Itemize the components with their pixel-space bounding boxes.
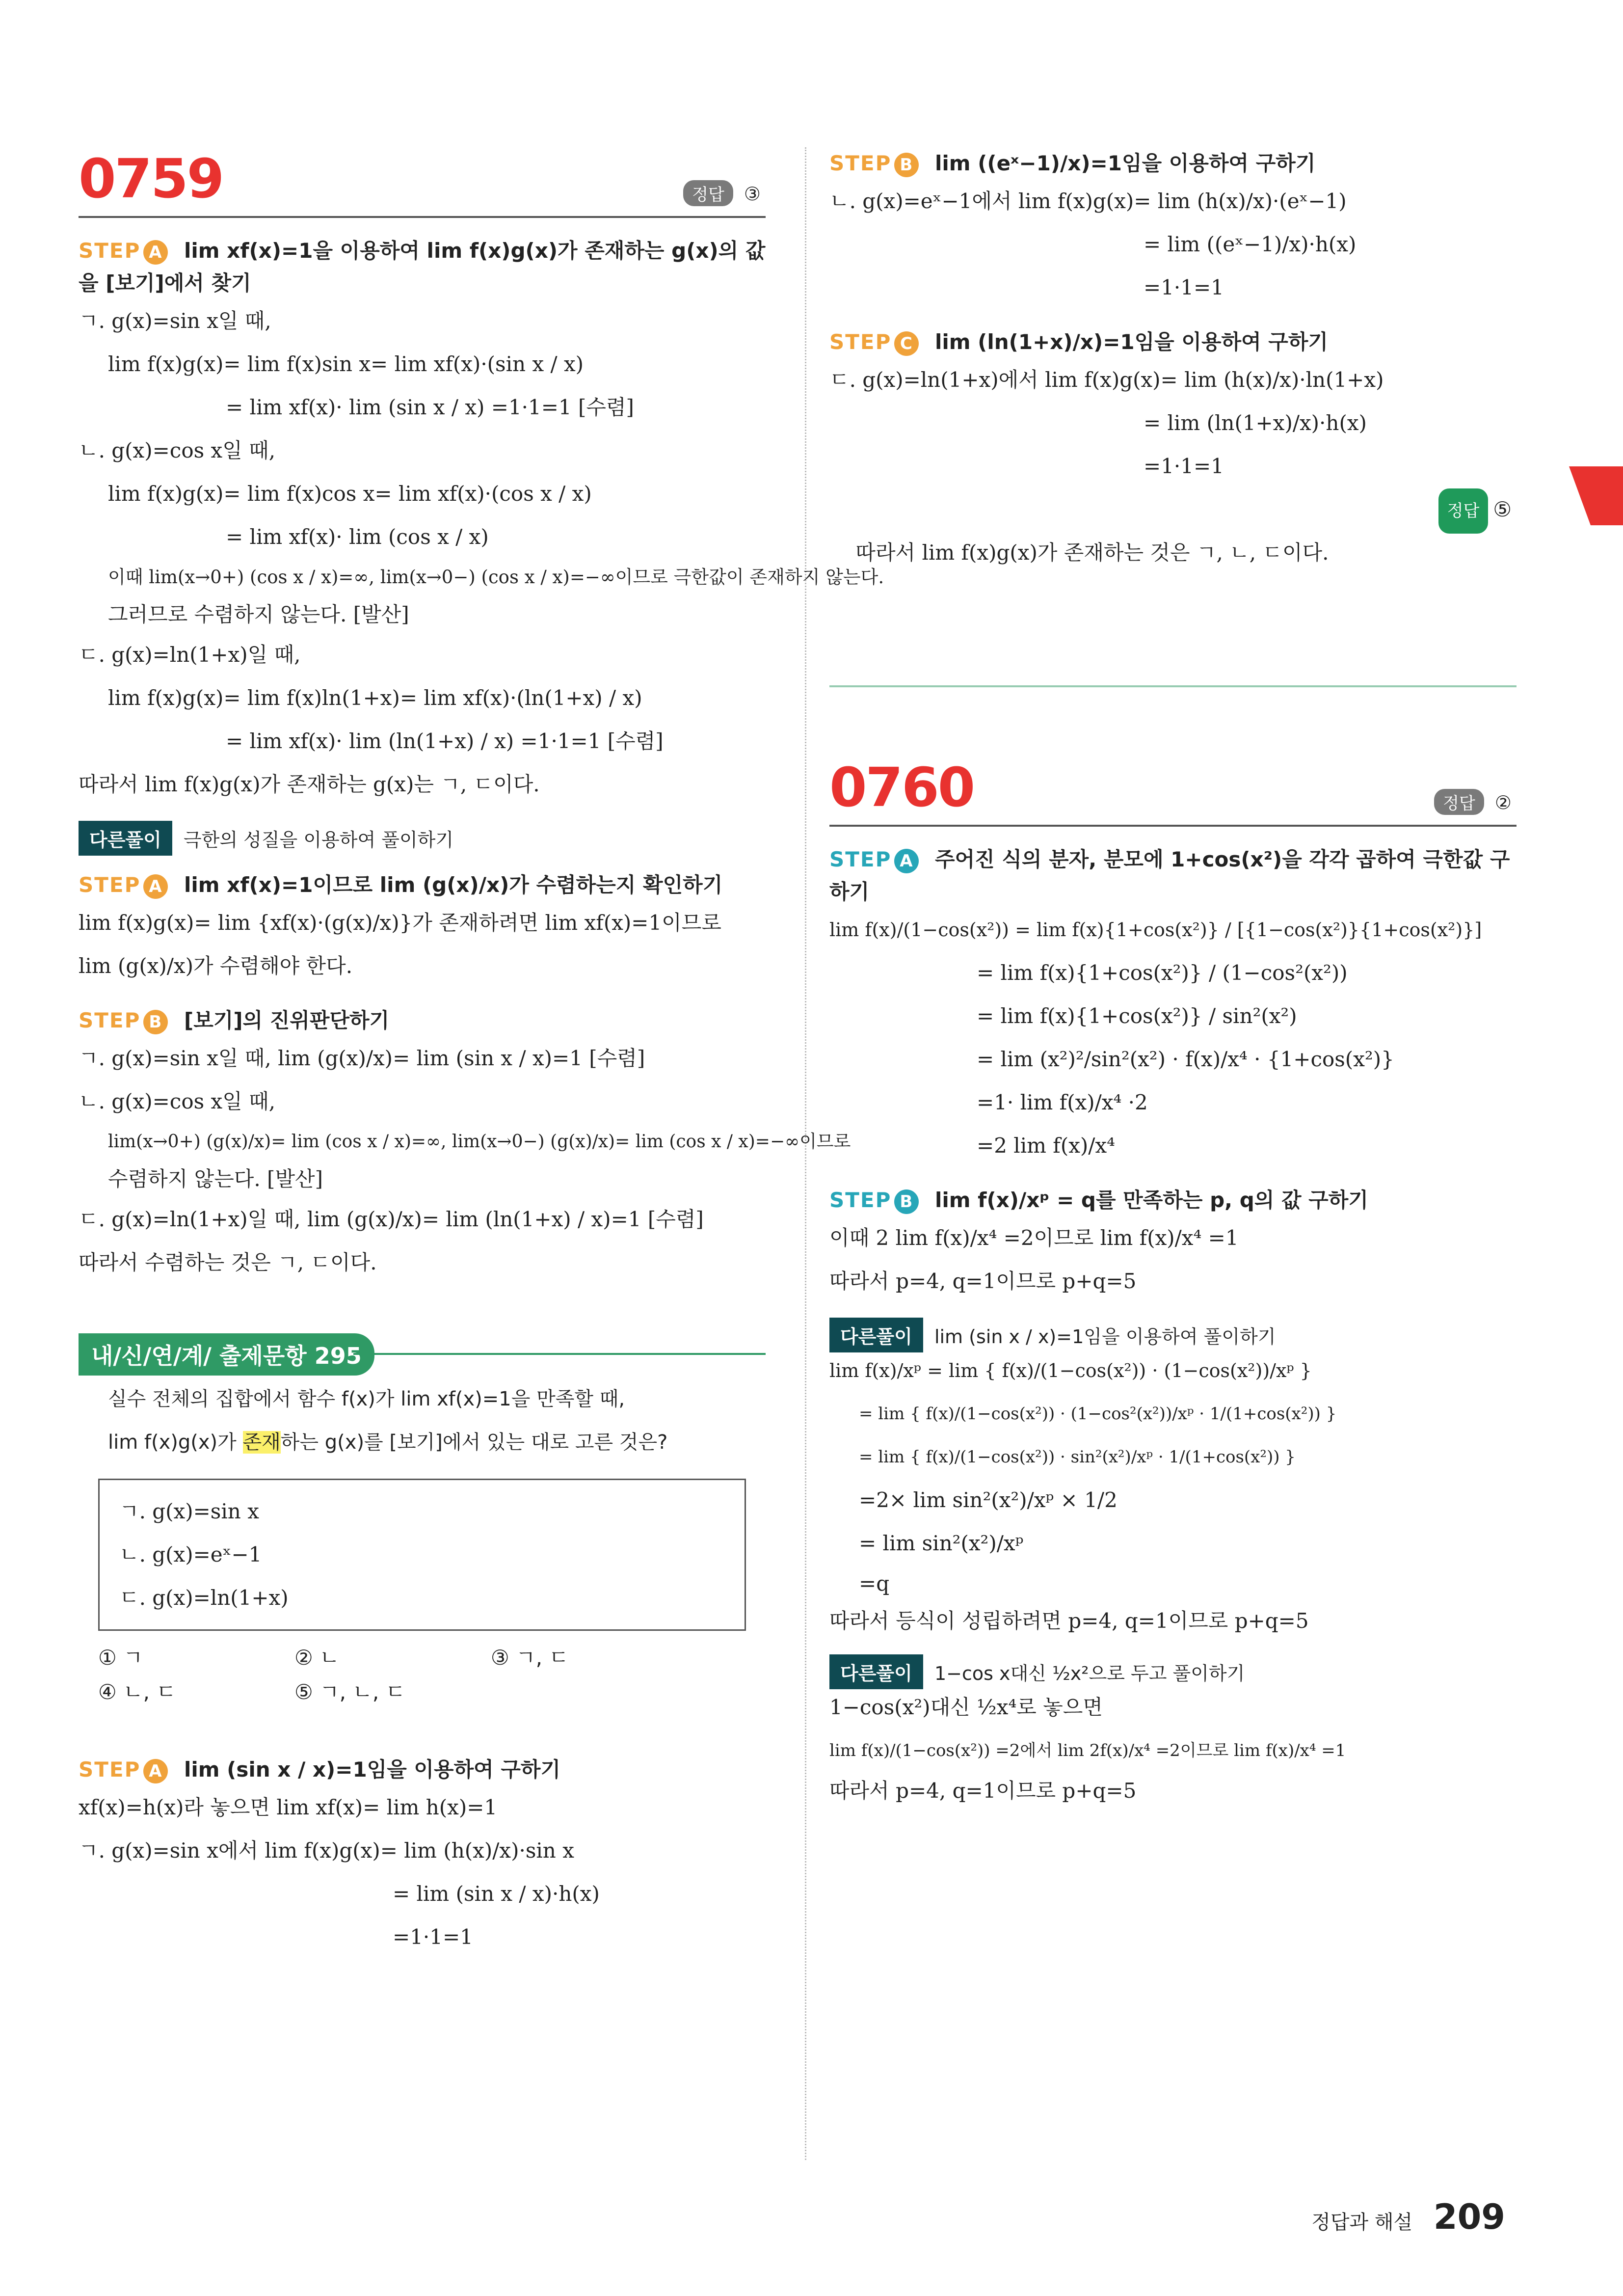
- naesin-title: 내/신/연/계/ 출제문항 295: [79, 1333, 374, 1376]
- page-number: 209: [1433, 2197, 1505, 2237]
- solution-line: lim (g(x)/x)가 수렴해야 한다.: [79, 954, 353, 978]
- solution-line: xf(x)=h(x)라 놓으면 lim xf(x)= lim h(x)=1: [79, 1795, 498, 1819]
- problem-header-0760: [829, 756, 1517, 827]
- step-label: STEP A: [79, 1757, 168, 1782]
- solution-line: = lim (ln(1+x)/x)·h(x): [1144, 411, 1367, 435]
- solution-line: =1·1=1: [1144, 275, 1224, 299]
- step-letter: A: [143, 240, 168, 265]
- step-letter: A: [143, 1759, 168, 1783]
- solution-line: =2 lim f(x)/x⁴: [977, 1134, 1115, 1158]
- step-c-heading: [829, 326, 1517, 358]
- alt-title: 1−cos x대신 ½x²으로 두고 풀이하기: [934, 1663, 1245, 1684]
- problem-number: 0760: [829, 756, 974, 819]
- problem-header-0759: [79, 147, 766, 218]
- answer-choices: [79, 1641, 766, 1709]
- step-title: [보기]의 진위판단하기: [184, 1008, 390, 1032]
- solution-line: 따라서 수렴하는 것은 ㄱ, ㄷ이다.: [79, 1250, 377, 1274]
- step-title: 주어진 식의 분자, 분모에 1+cos(x²)을 각각 곱하여 극한값 구하기: [829, 847, 1510, 904]
- solution-line: lim f(x)g(x)= lim f(x)ln(1+x)= lim xf(x)·(ln(1+x) / x): [108, 686, 642, 710]
- step-letter: C: [894, 331, 919, 356]
- solution-line: lim f(x)/(1−cos(x²)) =2에서 lim 2f(x)/x⁴ =2이므로 lim f(x)/x⁴ =1: [829, 1741, 1346, 1760]
- answer-label: 정답: [1438, 488, 1489, 534]
- naesin-step-a-heading: [79, 1754, 766, 1786]
- step-letter: B: [143, 1010, 168, 1034]
- alt-step-b-heading: [79, 1004, 766, 1037]
- solution-line: = lim xf(x)· lim (sin x / x) =1·1=1 [수렴]: [226, 395, 634, 419]
- solution-line: = lim xf(x)· lim (cos x / x): [226, 525, 489, 549]
- solution-line: 그러므로 수렴하지 않는다. [발산]: [108, 602, 409, 626]
- step-letter: B: [894, 1189, 919, 1214]
- solution-line: lim f(x)g(x)= lim {xf(x)·(g(x)/x)}가 존재하려면 lim xf(x)=1이므로: [79, 911, 721, 935]
- conclusion-line: [829, 488, 1517, 661]
- footer-section: 정답과 해설: [1311, 2211, 1413, 2234]
- solution-line: 이때 2 lim f(x)/x⁴ =2이므로 lim f(x)/x⁴ =1: [829, 1226, 1239, 1250]
- naesin-banner: [79, 1333, 766, 1378]
- solution-line: =1·1=1: [393, 1925, 473, 1949]
- solution-line: 따라서 p=4, q=1이므로 p+q=5: [829, 1779, 1137, 1803]
- choice: ⑤ ㄱ, ㄴ, ㄷ: [294, 1680, 406, 1704]
- alt-tag: 다른풀이: [829, 1318, 923, 1352]
- choice: ② ㄴ: [294, 1646, 340, 1670]
- step-text: STEP: [79, 239, 141, 263]
- bogi-item: ㄱ. g(x)=sin x: [119, 1499, 259, 1523]
- solution-line: 이때 lim(x→0+) (cos x / x)=∞, lim(x→0−) (cos x / x)=−∞이므로 극한값이 존재하지 않는다.: [108, 567, 884, 588]
- choice: ④ ㄴ, ㄷ: [98, 1680, 176, 1704]
- solution-line: = lim (sin x / x)·h(x): [393, 1882, 600, 1906]
- solution-line: = lim ((eˣ−1)/x)·h(x): [1144, 232, 1357, 256]
- step-label: STEP B: [829, 1188, 919, 1212]
- solution-line: 따라서 등식이 성립하려면 p=4, q=1이므로 p+q=5: [829, 1609, 1309, 1633]
- section-separator: [829, 685, 1517, 687]
- bogi-item: ㄴ. g(x)=eˣ−1: [119, 1542, 262, 1567]
- answer-label: 정답: [1434, 789, 1484, 815]
- bogi-item: ㄷ. g(x)=ln(1+x): [119, 1586, 289, 1610]
- conclusion-text: 따라서 lim f(x)g(x)가 존재하는 것은 ㄱ, ㄴ, ㄷ이다.: [855, 540, 1329, 565]
- step-letter: A: [143, 874, 168, 899]
- step-title: lim ((eˣ−1)/x)=1임을 이용하여 구하기: [935, 151, 1316, 175]
- solution-line: = lim xf(x)· lim (ln(1+x) / x) =1·1=1 [수렴]: [226, 729, 664, 753]
- alt-solution-banner-2: [829, 1654, 1517, 1686]
- step-title: lim f(x)/xᵖ = q를 만족하는 p, q의 값 구하기: [935, 1188, 1368, 1212]
- solution-line: = lim f(x){1+cos(x²)} / (1−cos²(x²)): [977, 961, 1348, 985]
- step-label: STEP B: [79, 1008, 168, 1032]
- solution-line: = lim sin²(x²)/xᵖ: [859, 1531, 1024, 1555]
- column-divider: [805, 147, 806, 2160]
- step-a-heading: [79, 235, 766, 299]
- step-label: STEP A: [829, 847, 919, 871]
- step-title: lim xf(x)=1이므로 lim (g(x)/x)가 수렴하는지 확인하기: [184, 873, 723, 897]
- alt-tag: 다른풀이: [829, 1654, 923, 1689]
- solution-line: =2× lim sin²(x²)/xᵖ × 1/2: [859, 1488, 1117, 1512]
- step-title: lim (ln(1+x)/x)=1임을 이용하여 구하기: [935, 330, 1329, 354]
- solution-line: 따라서 lim f(x)g(x)가 존재하는 g(x)는 ㄱ, ㄷ이다.: [79, 772, 540, 796]
- choice: ① ㄱ: [98, 1646, 143, 1670]
- step-title: lim (sin x / x)=1임을 이용하여 구하기: [184, 1757, 561, 1782]
- solution-line: ㄷ. g(x)=ln(1+x)에서 lim f(x)g(x)= lim (h(x)/x)·ln(1+x): [829, 368, 1384, 392]
- solution-line: 1−cos(x²)대신 ½x⁴로 놓으면: [829, 1695, 1103, 1719]
- solution-line: = lim (x²)²/sin²(x²) · f(x)/x⁴ · {1+cos(x²)}: [977, 1047, 1394, 1071]
- solution-line: lim f(x)/xᵖ = lim { f(x)/(1−cos(x²)) · (1−cos(x²))/xᵖ }: [829, 1360, 1312, 1381]
- choice: ③ ㄱ, ㄷ: [491, 1646, 569, 1670]
- solution-line: lim f(x)/(1−cos(x²)) = lim f(x){1+cos(x²)} / [{1−cos(x²)}{1+cos(x²)}]: [829, 919, 1482, 941]
- solution-line: =q: [859, 1571, 890, 1595]
- highlighted-word: 존재: [242, 1431, 281, 1454]
- answer-badge: [683, 180, 761, 206]
- solution-line: ㄴ. g(x)=cos x일 때,: [79, 1089, 276, 1113]
- solution-line: ㄴ. g(x)=cos x일 때,: [79, 438, 276, 462]
- question-text: 실수 전체의 집합에서 함수 f(x)가 lim xf(x)=1을 만족할 때,: [108, 1388, 625, 1410]
- step-label: STEP C: [829, 330, 919, 354]
- naesin-rule: [353, 1353, 766, 1355]
- solution-line: ㄷ. g(x)=ln(1+x)일 때, lim (g(x)/x)= lim (ln(1+x) / x)=1 [수렴]: [79, 1207, 704, 1231]
- chapter-tab: [1569, 466, 1623, 525]
- solution-line: =1· lim f(x)/x⁴ ·2: [977, 1090, 1148, 1114]
- step-label: STEP B: [829, 151, 919, 175]
- solution-line: ㄱ. g(x)=sin x일 때, lim (g(x)/x)= lim (sin x / x)=1 [수렴]: [79, 1046, 645, 1070]
- step-a-heading-0760: [829, 843, 1517, 908]
- solution-line: ㄱ. g(x)=sin x일 때,: [79, 309, 271, 333]
- solution-line: lim f(x)g(x)= lim f(x)cos x= lim xf(x)·(cos x / x): [108, 482, 592, 506]
- bogi-box: [98, 1479, 746, 1631]
- question-part: lim f(x)g(x)가: [108, 1431, 243, 1454]
- solution-line: =1·1=1: [1144, 454, 1224, 478]
- solution-line: lim f(x)g(x)= lim f(x)sin x= lim xf(x)·(sin x / x): [108, 352, 584, 376]
- solution-line: = lim { f(x)/(1−cos(x²)) · (1−cos²(x²))/xᵖ · 1/(1+cos(x²)) }: [859, 1404, 1337, 1424]
- solution-line: 따라서 p=4, q=1이므로 p+q=5: [829, 1269, 1137, 1293]
- solution-line: 수렴하지 않는다. [발산]: [108, 1167, 323, 1191]
- page-footer: [1311, 2197, 1505, 2237]
- answer-value: ⑤: [1493, 497, 1512, 521]
- solution-line: = lim { f(x)/(1−cos(x²)) · sin²(x²)/xᵖ · 1/(1+cos(x²)) }: [859, 1447, 1296, 1467]
- step-label: [79, 239, 168, 263]
- step-label: STEP A: [79, 873, 168, 897]
- answer-badge: [1434, 789, 1512, 815]
- alt-tag: 다른풀이: [79, 821, 172, 856]
- solution-line: ㄱ. g(x)=sin x에서 lim f(x)g(x)= lim (h(x)/x)·sin x: [79, 1838, 574, 1863]
- solution-line: lim(x→0+) (g(x)/x)= lim (cos x / x)=∞, lim(x→0−) (g(x)/x)= lim (cos x / x)=−∞이므로: [108, 1132, 851, 1152]
- step-title: lim xf(x)=1을 이용하여 lim f(x)g(x)가 존재하는 g(x)의 값을 [보기]에서 찾기: [79, 239, 766, 295]
- alt-step-a-heading: [79, 869, 766, 901]
- problem-number: 0759: [79, 147, 223, 210]
- step-b-heading: [829, 147, 1517, 180]
- alt-title: 극한의 성질을 이용하여 풀이하기: [183, 829, 454, 851]
- solution-line: = lim f(x){1+cos(x²)} / sin²(x²): [977, 1004, 1297, 1028]
- solution-line: ㄷ. g(x)=ln(1+x)일 때,: [79, 643, 301, 667]
- step-letter: A: [894, 849, 919, 873]
- answer-label: 정답: [683, 180, 733, 206]
- solution-line: ㄴ. g(x)=eˣ−1에서 lim f(x)g(x)= lim (h(x)/x)·(eˣ−1): [829, 189, 1347, 213]
- step-b-heading-0760: [829, 1184, 1517, 1216]
- answer-value: ②: [1494, 792, 1512, 813]
- alt-solution-banner: [79, 821, 766, 852]
- right-column: [829, 147, 1517, 1810]
- question-text-2: [79, 1421, 766, 1464]
- answer-badge: [1438, 488, 1512, 534]
- alt-solution-banner-1: [829, 1318, 1517, 1349]
- alt-title: lim (sin x / x)=1임을 이용하여 풀이하기: [934, 1326, 1276, 1348]
- step-letter: B: [894, 153, 919, 177]
- answer-value: ③: [744, 183, 761, 205]
- question-part: 하는 g(x)를 [보기]에서 있는 대로 고른 것은?: [280, 1431, 668, 1454]
